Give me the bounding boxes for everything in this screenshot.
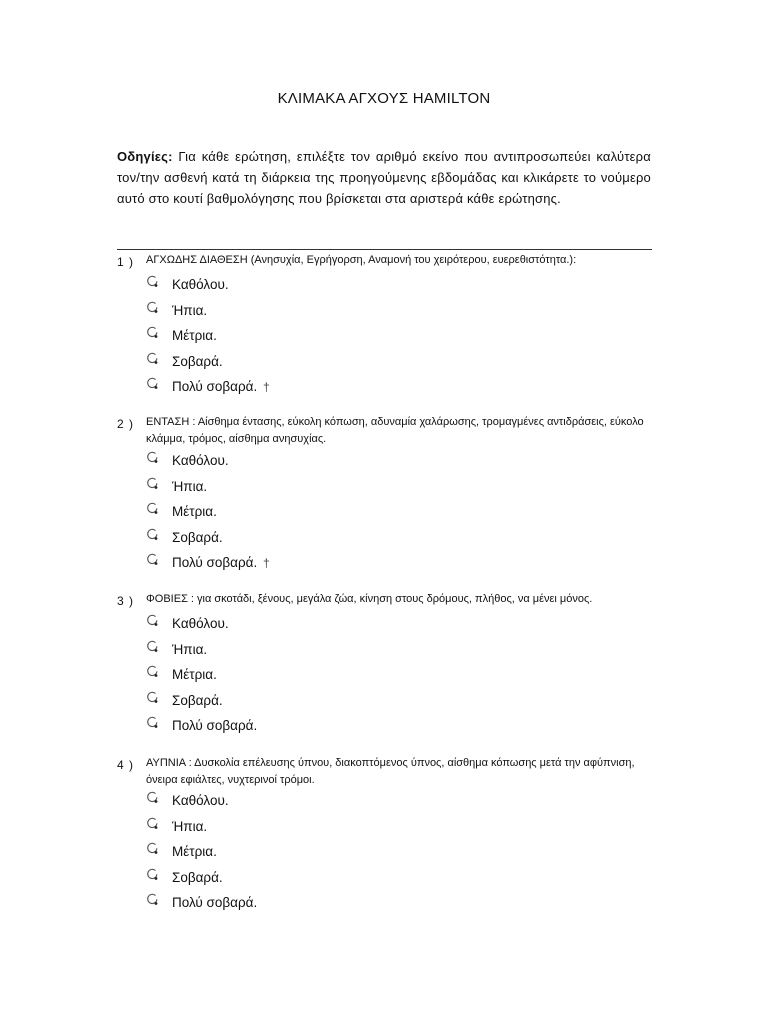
radio-option-none[interactable] bbox=[146, 451, 446, 477]
radio-button-icon[interactable] bbox=[146, 553, 160, 567]
radio-button-icon[interactable] bbox=[146, 477, 160, 491]
radio-option-mild[interactable] bbox=[146, 640, 446, 666]
question-number: 4 ) bbox=[117, 758, 135, 772]
radio-option-moderate[interactable] bbox=[146, 326, 446, 352]
radio-option-severe[interactable] bbox=[146, 691, 446, 717]
option-text: Πολύ σοβαρά. bbox=[172, 379, 258, 394]
option-label bbox=[172, 555, 270, 570]
option-group bbox=[146, 275, 446, 403]
radio-button-icon[interactable] bbox=[146, 377, 160, 391]
option-label: Μέτρια. bbox=[172, 844, 217, 859]
option-label: Σοβαρά. bbox=[172, 353, 223, 369]
option-label: Καθόλου. bbox=[172, 793, 229, 808]
option-label: Ήπια. bbox=[172, 478, 208, 494]
radio-option-none[interactable] bbox=[146, 614, 446, 640]
question-text: ΦΟΒΙΕΣ : για σκοτάδι, ξένους, μεγάλα ζώα, κίνηση στους δρόμους, πλήθος, να μένει μόνος. bbox=[146, 593, 593, 605]
radio-option-moderate[interactable] bbox=[146, 842, 446, 868]
separator-line bbox=[117, 249, 652, 250]
radio-button-icon[interactable] bbox=[146, 275, 160, 289]
radio-option-moderate[interactable] bbox=[146, 502, 446, 528]
question-number: 3 ) bbox=[117, 594, 135, 608]
radio-option-severe[interactable] bbox=[146, 528, 446, 554]
radio-option-severe[interactable] bbox=[146, 868, 446, 894]
option-label: Καθόλου. bbox=[172, 277, 229, 292]
radio-button-icon[interactable] bbox=[146, 791, 160, 805]
radio-button-icon[interactable] bbox=[146, 716, 160, 730]
radio-option-very-severe[interactable] bbox=[146, 553, 446, 579]
option-label: Ήπια. bbox=[172, 302, 208, 318]
option-label: Καθόλου. bbox=[172, 453, 229, 468]
radio-button-icon[interactable] bbox=[146, 640, 160, 654]
radio-button-icon[interactable] bbox=[146, 691, 160, 705]
radio-option-mild[interactable] bbox=[146, 817, 446, 843]
instructions-label: Οδηγίες: bbox=[117, 149, 173, 164]
option-label: Μέτρια. bbox=[172, 504, 217, 519]
option-label: Πολύ σοβαρά. bbox=[172, 895, 258, 910]
radio-button-icon[interactable] bbox=[146, 528, 160, 542]
option-label: Σοβαρά. bbox=[172, 692, 223, 708]
question-text: ΑΥΠΝΙΑ : Δυσκολία επέλευσης ύπνου, διακοπτόμενος ύπνος, αίσθημα κόπωσης μετά την αφύπνιση, όνειρα εφιάλτες, νυχτερινοί τρόμοι. bbox=[146, 757, 635, 786]
radio-option-none[interactable] bbox=[146, 275, 446, 301]
dagger-mark: † bbox=[262, 380, 270, 394]
option-group bbox=[146, 614, 446, 742]
radio-button-icon[interactable] bbox=[146, 817, 160, 831]
radio-button-icon[interactable] bbox=[146, 842, 160, 856]
option-label: Μέτρια. bbox=[172, 667, 217, 682]
question-number: 2 ) bbox=[117, 417, 135, 431]
option-group bbox=[146, 791, 446, 919]
radio-button-icon[interactable] bbox=[146, 352, 160, 366]
radio-option-moderate[interactable] bbox=[146, 665, 446, 691]
radio-button-icon[interactable] bbox=[146, 614, 160, 628]
option-label: Σοβαρά. bbox=[172, 529, 223, 545]
question-number: 1 ) bbox=[117, 255, 135, 269]
radio-option-none[interactable] bbox=[146, 791, 446, 817]
option-label: Καθόλου. bbox=[172, 616, 229, 631]
radio-button-icon[interactable] bbox=[146, 868, 160, 882]
instructions-text: Για κάθε ερώτηση, επιλέξτε τον αριθμό εκείνο που αντιπροσωπεύει καλύτερα τον/την ασθενή κατά τη διάρκεια της προηγούμενης εβδομάδας και κλικάρετε το νούμερο αυτό στο κουτί βαθμολόγησης που βρίσκεται στα αριστερά κάθε ερώτησης. bbox=[117, 149, 651, 206]
radio-button-icon[interactable] bbox=[146, 301, 160, 315]
radio-option-very-severe[interactable] bbox=[146, 716, 446, 742]
radio-option-mild[interactable] bbox=[146, 477, 446, 503]
page-title: ΚΛΙΜΑΚΑ ΑΓΧΟΥΣ HAMILTON bbox=[277, 90, 491, 107]
option-text: Πολύ σοβαρά. bbox=[172, 555, 258, 570]
option-label: Ήπια. bbox=[172, 641, 208, 657]
radio-button-icon[interactable] bbox=[146, 893, 160, 907]
radio-button-icon[interactable] bbox=[146, 451, 160, 465]
radio-option-mild[interactable] bbox=[146, 301, 446, 327]
radio-option-very-severe[interactable] bbox=[146, 377, 446, 403]
option-label: Μέτρια. bbox=[172, 328, 217, 343]
radio-option-severe[interactable] bbox=[146, 352, 446, 378]
radio-button-icon[interactable] bbox=[146, 326, 160, 340]
question-text: ΕΝΤΑΣΗ : Αίσθημα έντασης, εύκολη κόπωση, αδυναμία χαλάρωσης, τρομαγμένες αντιδράσεις, εύκολο κλάμμα, τρόμος, αίσθημα ανησυχίας. bbox=[146, 416, 644, 445]
radio-option-very-severe[interactable] bbox=[146, 893, 446, 919]
dagger-mark: † bbox=[262, 556, 270, 570]
option-label bbox=[172, 379, 270, 394]
question-text: ΑΓΧΩΔΗΣ ΔΙΑΘΕΣΗ (Ανησυχία, Εγρήγορση, Αναμονή του χειρότερου, ευερεθιστότητα.): bbox=[146, 254, 577, 266]
radio-button-icon[interactable] bbox=[146, 502, 160, 516]
option-label: Σοβαρά. bbox=[172, 869, 223, 885]
option-label: Πολύ σοβαρά. bbox=[172, 718, 258, 733]
option-group bbox=[146, 451, 446, 579]
option-label: Ήπια. bbox=[172, 818, 208, 834]
instructions bbox=[117, 146, 651, 209]
radio-button-icon[interactable] bbox=[146, 665, 160, 679]
